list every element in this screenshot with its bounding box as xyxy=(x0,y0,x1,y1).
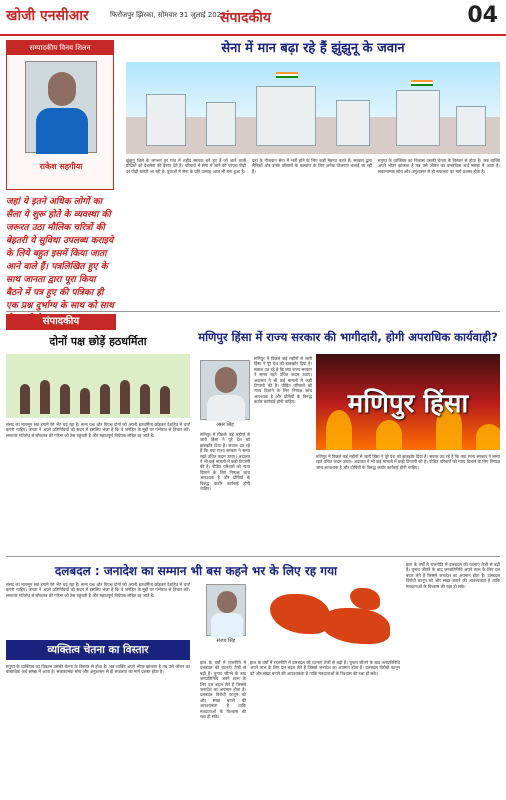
defection-graphic xyxy=(250,584,400,656)
newspaper-logo: खोजी एनसीआर xyxy=(6,8,89,24)
author-photo-manipur xyxy=(200,360,250,420)
article-manipur-body: मणिपुर में पिछले कई महीनों से जारी हिंसा ने पूरे देश को झकझोर दिया है। सवाल उठ रहे हैं कि क्या राज्य सरकार ने समय रहते उचित कदम उठाए। अदालत ने भी कई मामलों में कड़ी टिप्पणी की है। पीड़ित परिवारों को न्याय दिलाने के लिए निष्पक्ष जांच आवश्यक है और दोषियों के विरुद्ध कठोर कार्रवाई होनी चाहिए। xyxy=(254,356,312,405)
article-defection-body-2: हाल के वर्षों में राजनीति में दलबदल की घटनाएं तेजी से बढ़ी हैं। चुनाव जीतने के बाद जनप्रतिनिधि अपने लाभ के लिए दल बदल लेते हैं जिससे जनादेश का अपमान होता है। दलबदल विरोधी कानून को और सख्त बनाने की आवश्यकता है ताकि मतदाताओं के विश्वास की रक्षा हो सके। xyxy=(406,562,500,589)
headline-consciousness: व्यक्तित्व चेतना का विस्तार xyxy=(6,640,190,660)
section-title: संपादकीय xyxy=(220,10,271,26)
article-army-col3: यहां के नौजवान सेना में भर्ती होने के लिए कड़ी मेहनत करते हैं। सरकार द्वारा सैनिकों और उनके परिवारों के कल्याण के लिए अनेक योजनाएं चलाई जा रही हैं। xyxy=(252,158,372,174)
author-name-manipur: अमर सिंह xyxy=(216,422,234,428)
divider xyxy=(6,556,500,557)
columnist-quote: जहां ये इतने अधिक लोगों का सैला ये शुरू होते के व्यवस्था की जरूरत उठा मौलिक चरित्रों की बेहतरी ये सुविधा उपलब्ध कराइये के लिये बहुत इसमें किया जाता आने वाले हैं। पत्रलिखित हुए के साथ जानता द्वारा पूरा किया बैठने में पत्र हुए की पत्रिका ही एक प्रश्न दुर्भाग्य के साथ को साथ xyxy=(6,197,114,311)
left-column xyxy=(0,40,120,310)
article-manipur-body-2: मणिपुर में पिछले कई महीनों से जारी हिंसा ने पूरे देश को झकझोर दिया है। सवाल उठ रहे हैं कि क्या राज्य सरकार ने समय रहते उचित कदम उठाए। अदालत ने भी कई मामलों में कड़ी टिप्पणी की है। पीड़ित परिवारों को न्याय दिलाने के लिए निष्पक्ष जांच आवश्यक है और दोषियों के विरुद्ध कठोर कार्रवाई होनी चाहिए। xyxy=(200,432,250,492)
divider xyxy=(6,311,500,312)
article-army-col4: मनुष्य के व्यक्तित्व का विकास उसकी चेतना के विस्तार से होता है। जब व्यक्ति अपने भीतर झांकता है तब उसे जीवन का वास्तविक अर्थ समझ में आता है। सकारात्मक सोच और अनुशासन से ही सफलता का मार्ग प्रशस्त होता है। xyxy=(378,158,500,174)
article-editorial-cont: संसद का मानसून सत्र हंगामे की भेंट चढ़ रहा है। सत्ता पक्ष और विपक्ष दोनों को अपनी हठधर्मिता छोड़कर देशहित में चर्चा करनी चाहिए। जनता ने अपने प्रतिनिधियों को सदन में इसलिए भेजा है कि वे जनहित के मुद्दों पर गंभीरता से विचार करें। लगातार गतिरोध से लोकतंत्र की गरिमा को ठेस पहुंचती है और महत्वपूर्ण विधेयक लंबित रह जाते हैं। xyxy=(6,582,190,598)
manipur-photo xyxy=(316,354,500,450)
headline-army: सेना में मान बढ़ा रहे हैं झुंझुनू के जवान xyxy=(221,41,405,56)
columnist-name: राकेश सहगीया xyxy=(39,162,83,171)
manipur-photo-title: मणिपुर हिंसा xyxy=(347,389,469,419)
article-parliament-body: संसद का मानसून सत्र हंगामे की भेंट चढ़ रहा है। सत्ता पक्ष और विपक्ष दोनों को अपनी हठधर्मिता छोड़कर देशहित में चर्चा करनी चाहिए। जनता ने अपने प्रतिनिधियों को सदन में इसलिए भेजा है कि वे जनहित के मुद्दों पर गंभीरता से विचार करें। लगातार गतिरोध से लोकतंत्र की गरिमा को ठेस पहुंचती है और महत्वपूर्ण विधेयक लंबित रह जाते हैं। xyxy=(6,422,190,438)
article-defection-body: हाल के वर्षों में राजनीति में दलबदल की घटनाएं तेजी से बढ़ी हैं। चुनाव जीतने के बाद जनप्रतिनिधि अपने लाभ के लिए दल बदल लेते हैं जिससे जनादेश का अपमान होता है। दलबदल विरोधी कानून को और सख्त बनाने की आवश्यकता है ताकि मतदाताओं के विश्वास की रक्षा हो सके। xyxy=(250,660,400,676)
memorial-photo xyxy=(126,62,500,154)
article-manipur-body-3: मणिपुर में पिछले कई महीनों से जारी हिंसा ने पूरे देश को झकझोर दिया है। सवाल उठ रहे हैं कि क्या राज्य सरकार ने समय रहते उचित कदम उठाए। अदालत ने भी कई मामलों में कड़ी टिप्पणी की है। पीड़ित परिवारों को न्याय दिलाने के लिए निष्पक्ष जांच आवश्यक है और दोषियों के विरुद्ध कठोर कार्रवाई होनी चाहिए। xyxy=(316,454,500,470)
issue-date: फिरोजपुर झिरका, सोमवार 31 जुलाई 2023 xyxy=(110,11,226,19)
page-number: 04 xyxy=(467,3,498,28)
author-photo-defection xyxy=(206,584,246,636)
masthead xyxy=(0,0,506,36)
headline-parliament: दोनों पक्ष छोड़ें हठधर्मिता xyxy=(49,335,147,348)
parliament-photo xyxy=(6,354,190,418)
article-army-col2: झुंझुनू जिले के लगभग हर गांव में शहीद स्मारक बने हुए हैं जो आने वाली पीढ़ियों को देशसेवा की प्रेरणा देते हैं। परिवारों में सेना में जाने की परंपरा पीढ़ी दर पीढ़ी चलती आ रही है। युवाओं में सेना के प्रति उत्साह आज भी बना हुआ है। xyxy=(126,158,246,174)
author-name-defection: संजय सिंह xyxy=(216,638,236,644)
columnist-photo xyxy=(25,61,97,153)
headline-manipur: मणिपुर हिंसा में राज्य सरकार की भागीदारी, होगी अपराधिक कार्यवाही? xyxy=(198,330,498,344)
editorial-bar: संपादकीय xyxy=(6,314,116,330)
headline-defection: दलबदल : जनादेश का सम्मान भी बस कहने भर के लिए रह गया xyxy=(54,564,338,578)
columnist-header: सम्पादकीय विनय शिलन xyxy=(7,41,113,55)
article-defection-body-3: हाल के वर्षों में राजनीति में दलबदल की घटनाएं तेजी से बढ़ी हैं। चुनाव जीतने के बाद जनप्रतिनिधि अपने लाभ के लिए दल बदल लेते हैं जिससे जनादेश का अपमान होता है। दलबदल विरोधी कानून को और सख्त बनाने की आवश्यकता है ताकि मतदाताओं के विश्वास की रक्षा हो सके। xyxy=(200,660,246,720)
columnist-box xyxy=(6,40,114,190)
article-consciousness-body: मनुष्य के व्यक्तित्व का विकास उसकी चेतना के विस्तार से होता है। जब व्यक्ति अपने भीतर झांकता है तब उसे जीवन का वास्तविक अर्थ समझ में आता है। सकारात्मक सोच और अनुशासन से ही सफलता का मार्ग प्रशस्त होता है। xyxy=(6,664,190,675)
